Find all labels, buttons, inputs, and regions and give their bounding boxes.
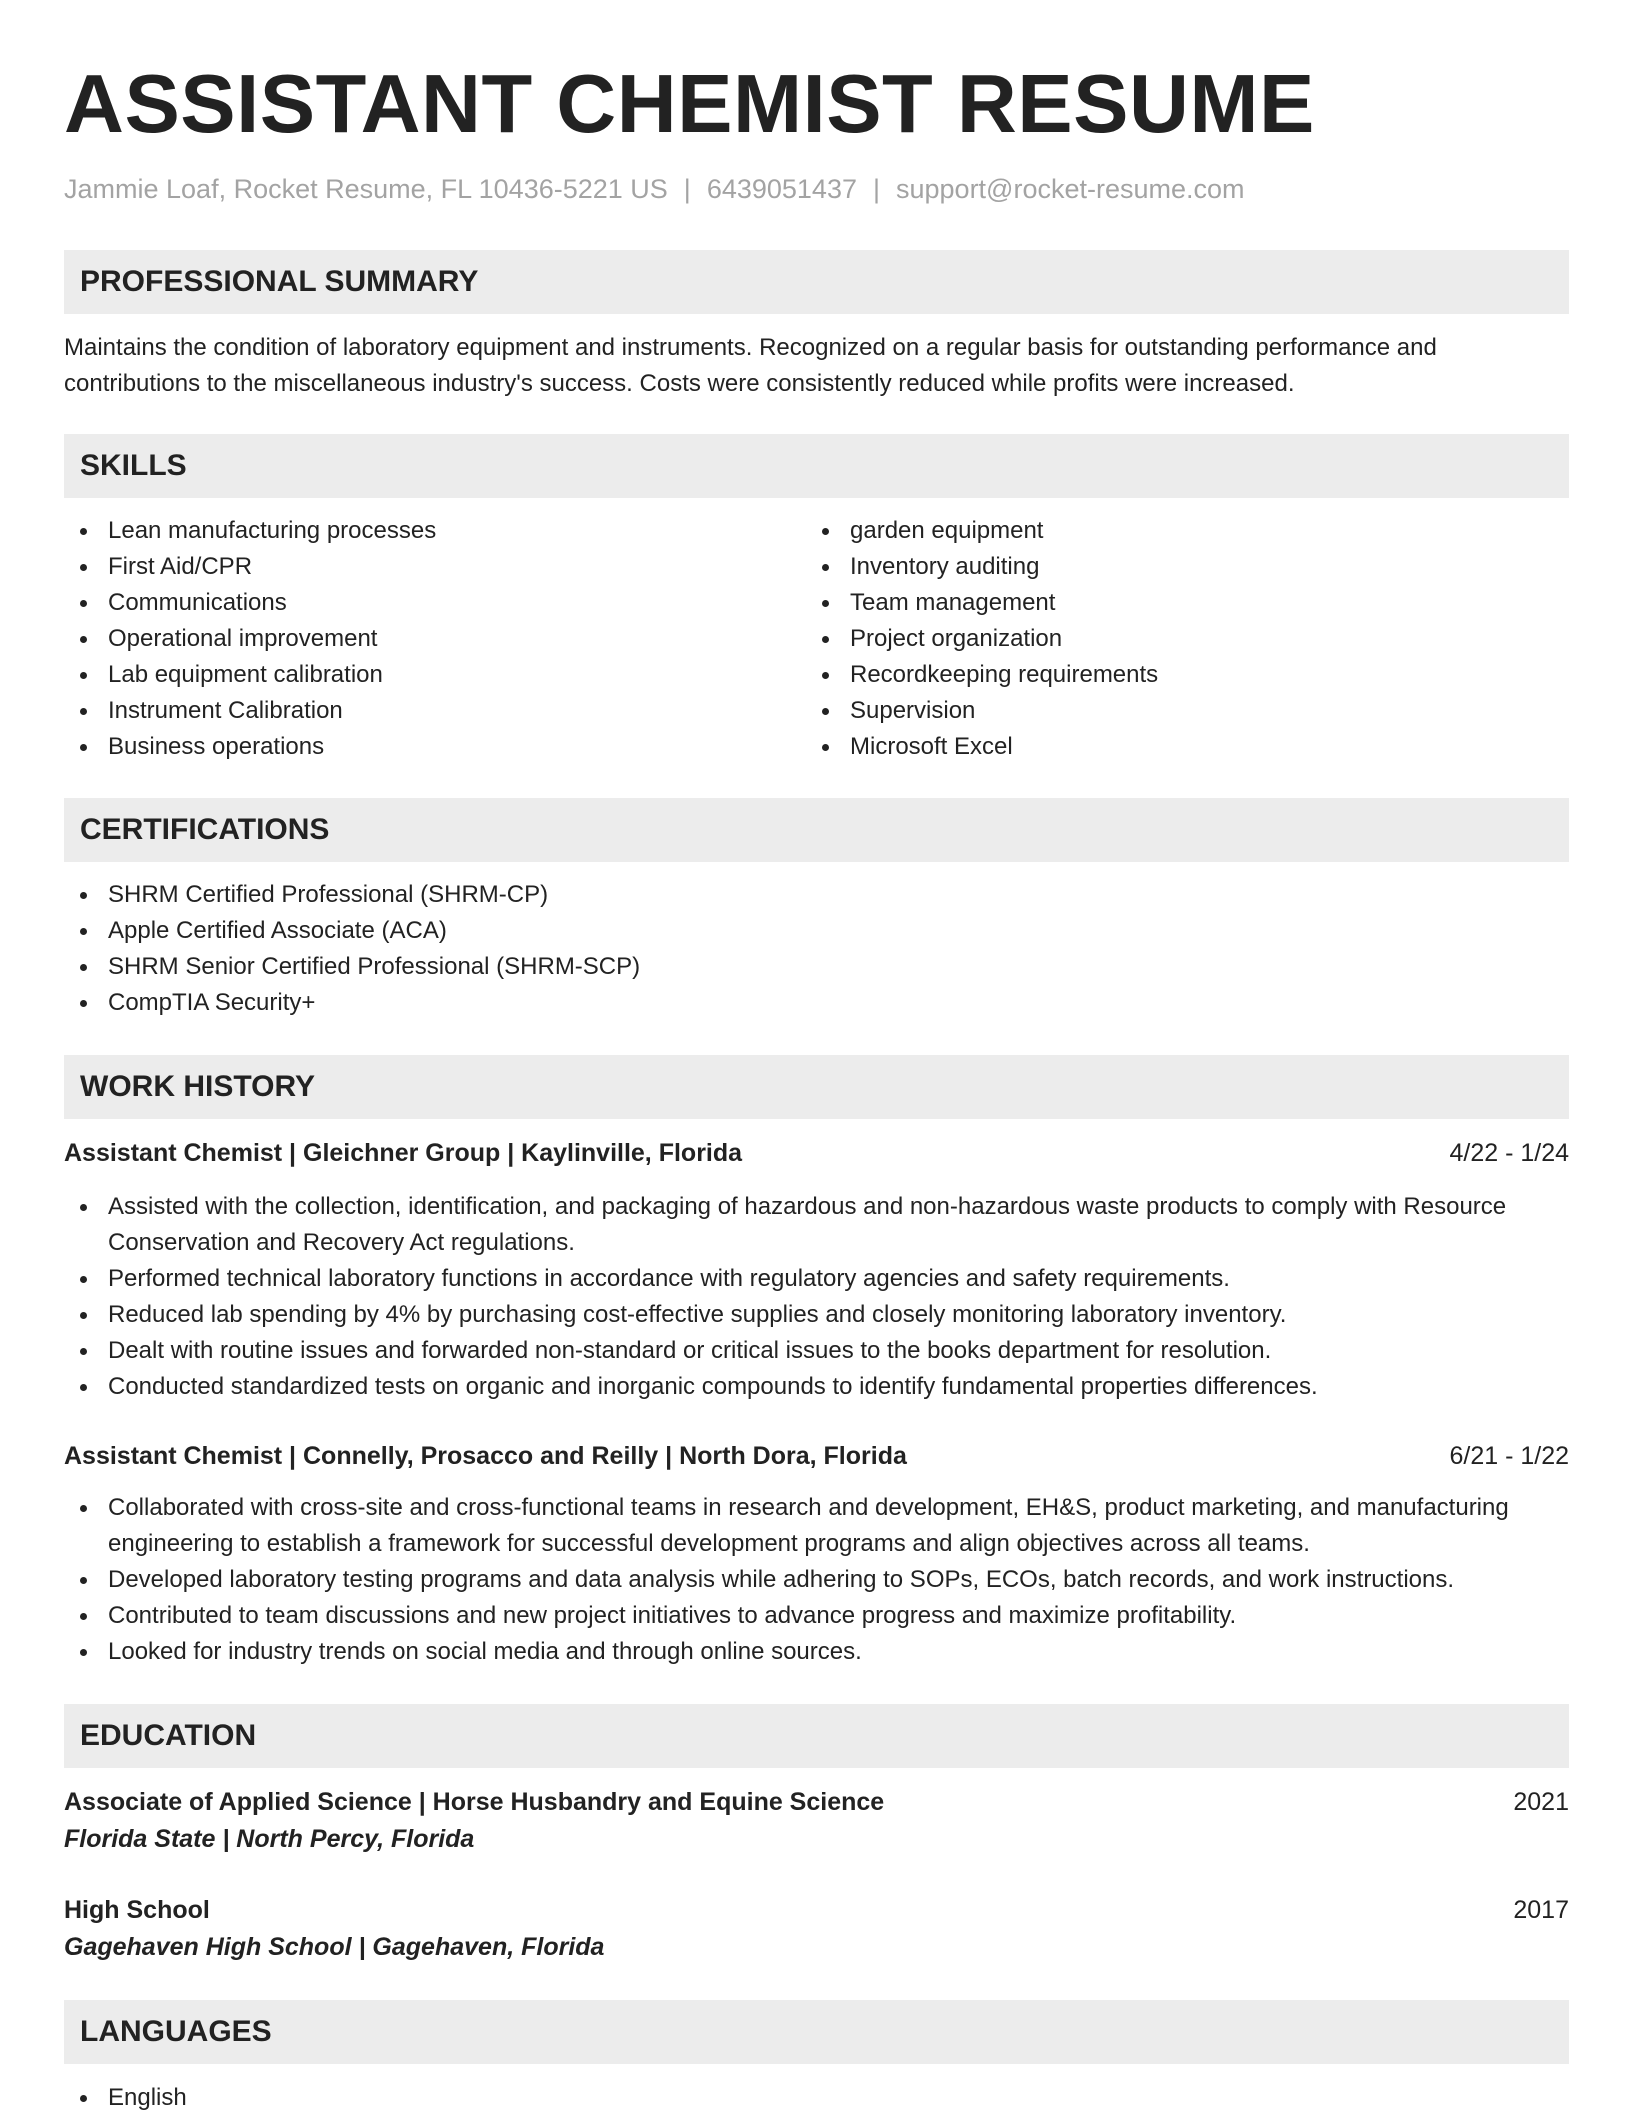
list-item: Apple Certified Associate (ACA) (64, 913, 1569, 949)
list-item: SHRM Certified Professional (SHRM-CP) (64, 877, 1569, 913)
list-item: Conducted standardized tests on organic and inorganic compounds to identify fundamental properties differences. (64, 1369, 1569, 1405)
education-entry (64, 1784, 1569, 1858)
list-item: Reduced lab spending by 4% by purchasing cost-effective supplies and closely monitoring laboratory inventory. (64, 1297, 1569, 1333)
section-heading-work-history: WORK HISTORY (64, 1055, 1569, 1119)
list-item: Business operations (64, 729, 806, 765)
list-item: Communications (64, 585, 806, 621)
education-header (64, 1892, 1569, 1928)
list-item: Collaborated with cross-site and cross-functional teams in research and development, EH&S, product marketing, and manufacturing engineering to establish a framework for successful development programs and align objectives across all teams. (64, 1490, 1569, 1562)
education-entry (64, 1892, 1569, 1966)
contact-line (64, 172, 1569, 206)
summary-text: Maintains the condition of laboratory equipment and instruments. Recognized on a regular basis for outstanding performance and contributions to the miscellaneous industry's success. Costs were consistently reduced while profits were increased. (64, 334, 1437, 397)
contact-email: support@rocket-resume.com (896, 174, 1245, 204)
education-degree: Associate of Applied Science | Horse Husbandry and Equine Science (64, 1788, 885, 1816)
job-bullets (64, 1189, 1569, 1405)
list-item: Developed laboratory testing programs and data analysis while adhering to SOPs, ECOs, batch records, and work instructions. (64, 1562, 1569, 1598)
job-title: Assistant Chemist | Gleichner Group | Kaylinville, Florida (64, 1139, 743, 1167)
education-degree: High School (64, 1896, 210, 1924)
list-item: CompTIA Security+ (64, 985, 1569, 1021)
education-header (64, 1784, 1569, 1820)
list-item: Recordkeeping requirements (806, 657, 1548, 693)
list-item: garden equipment (806, 513, 1548, 549)
certifications-list (64, 877, 1569, 1021)
list-item: Inventory auditing (806, 549, 1548, 585)
list-item: Instrument Calibration (64, 693, 806, 729)
skills-columns (64, 513, 1569, 765)
job-bullets (64, 1490, 1569, 1670)
job-dates: 6/21 - 1/22 (1449, 1442, 1569, 1470)
list-item: Microsoft Excel (806, 729, 1548, 765)
section-heading-certifications: CERTIFICATIONS (64, 798, 1569, 862)
languages-list (64, 2080, 1569, 2116)
list-item: English (64, 2080, 1569, 2116)
skills-list-left (64, 513, 806, 765)
list-item: SHRM Senior Certified Professional (SHRM-SCP) (64, 949, 1569, 985)
list-item: Project organization (806, 621, 1548, 657)
list-item: Assisted with the collection, identification, and packaging of hazardous and non-hazardous waste products to comply with Resource Conservation and Recovery Act regulations. (64, 1189, 1569, 1261)
education-year: 2021 (1513, 1788, 1569, 1816)
education-year: 2017 (1513, 1896, 1569, 1924)
education-school: Florida State | North Percy, Florida (64, 1825, 475, 1853)
section-heading-education: EDUCATION (64, 1704, 1569, 1768)
job-entry (64, 1135, 1569, 1405)
list-item: First Aid/CPR (64, 549, 806, 585)
job-dates: 4/22 - 1/24 (1449, 1139, 1569, 1167)
list-item: Performed technical laboratory functions in accordance with regulatory agencies and safety requirements. (64, 1261, 1569, 1297)
list-item: Dealt with routine issues and forwarded non-standard or critical issues to the books department for resolution. (64, 1333, 1569, 1369)
job-entry (64, 1438, 1569, 1670)
list-item: Lean manufacturing processes (64, 513, 806, 549)
job-header (64, 1438, 1569, 1474)
job-title: Assistant Chemist | Connelly, Prosacco and Reilly | North Dora, Florida (64, 1442, 907, 1470)
contact-phone: 6439051437 (706, 174, 857, 204)
section-heading-languages: LANGUAGES (64, 2000, 1569, 2064)
list-item: Contributed to team discussions and new project initiatives to advance progress and maximize profitability. (64, 1598, 1569, 1634)
list-item: Looked for industry trends on social media and through online sources. (64, 1634, 1569, 1670)
education-school: Gagehaven High School | Gagehaven, Florida (64, 1933, 605, 1961)
contact-address: Jammie Loaf, Rocket Resume, FL 10436-5221 US (64, 174, 668, 204)
list-item: Operational improvement (64, 621, 806, 657)
contact-separator: | (872, 174, 880, 204)
section-heading-skills: SKILLS (64, 434, 1569, 498)
section-heading-summary: PROFESSIONAL SUMMARY (64, 250, 1569, 314)
list-item: Team management (806, 585, 1548, 621)
skills-list-right (806, 513, 1548, 765)
job-header (64, 1135, 1569, 1171)
list-item: Supervision (806, 693, 1548, 729)
resume-page (64, 0, 1569, 2116)
contact-separator: | (683, 174, 691, 204)
resume-title: ASSISTANT CHEMIST RESUME (64, 57, 1315, 150)
list-item: Lab equipment calibration (64, 657, 806, 693)
